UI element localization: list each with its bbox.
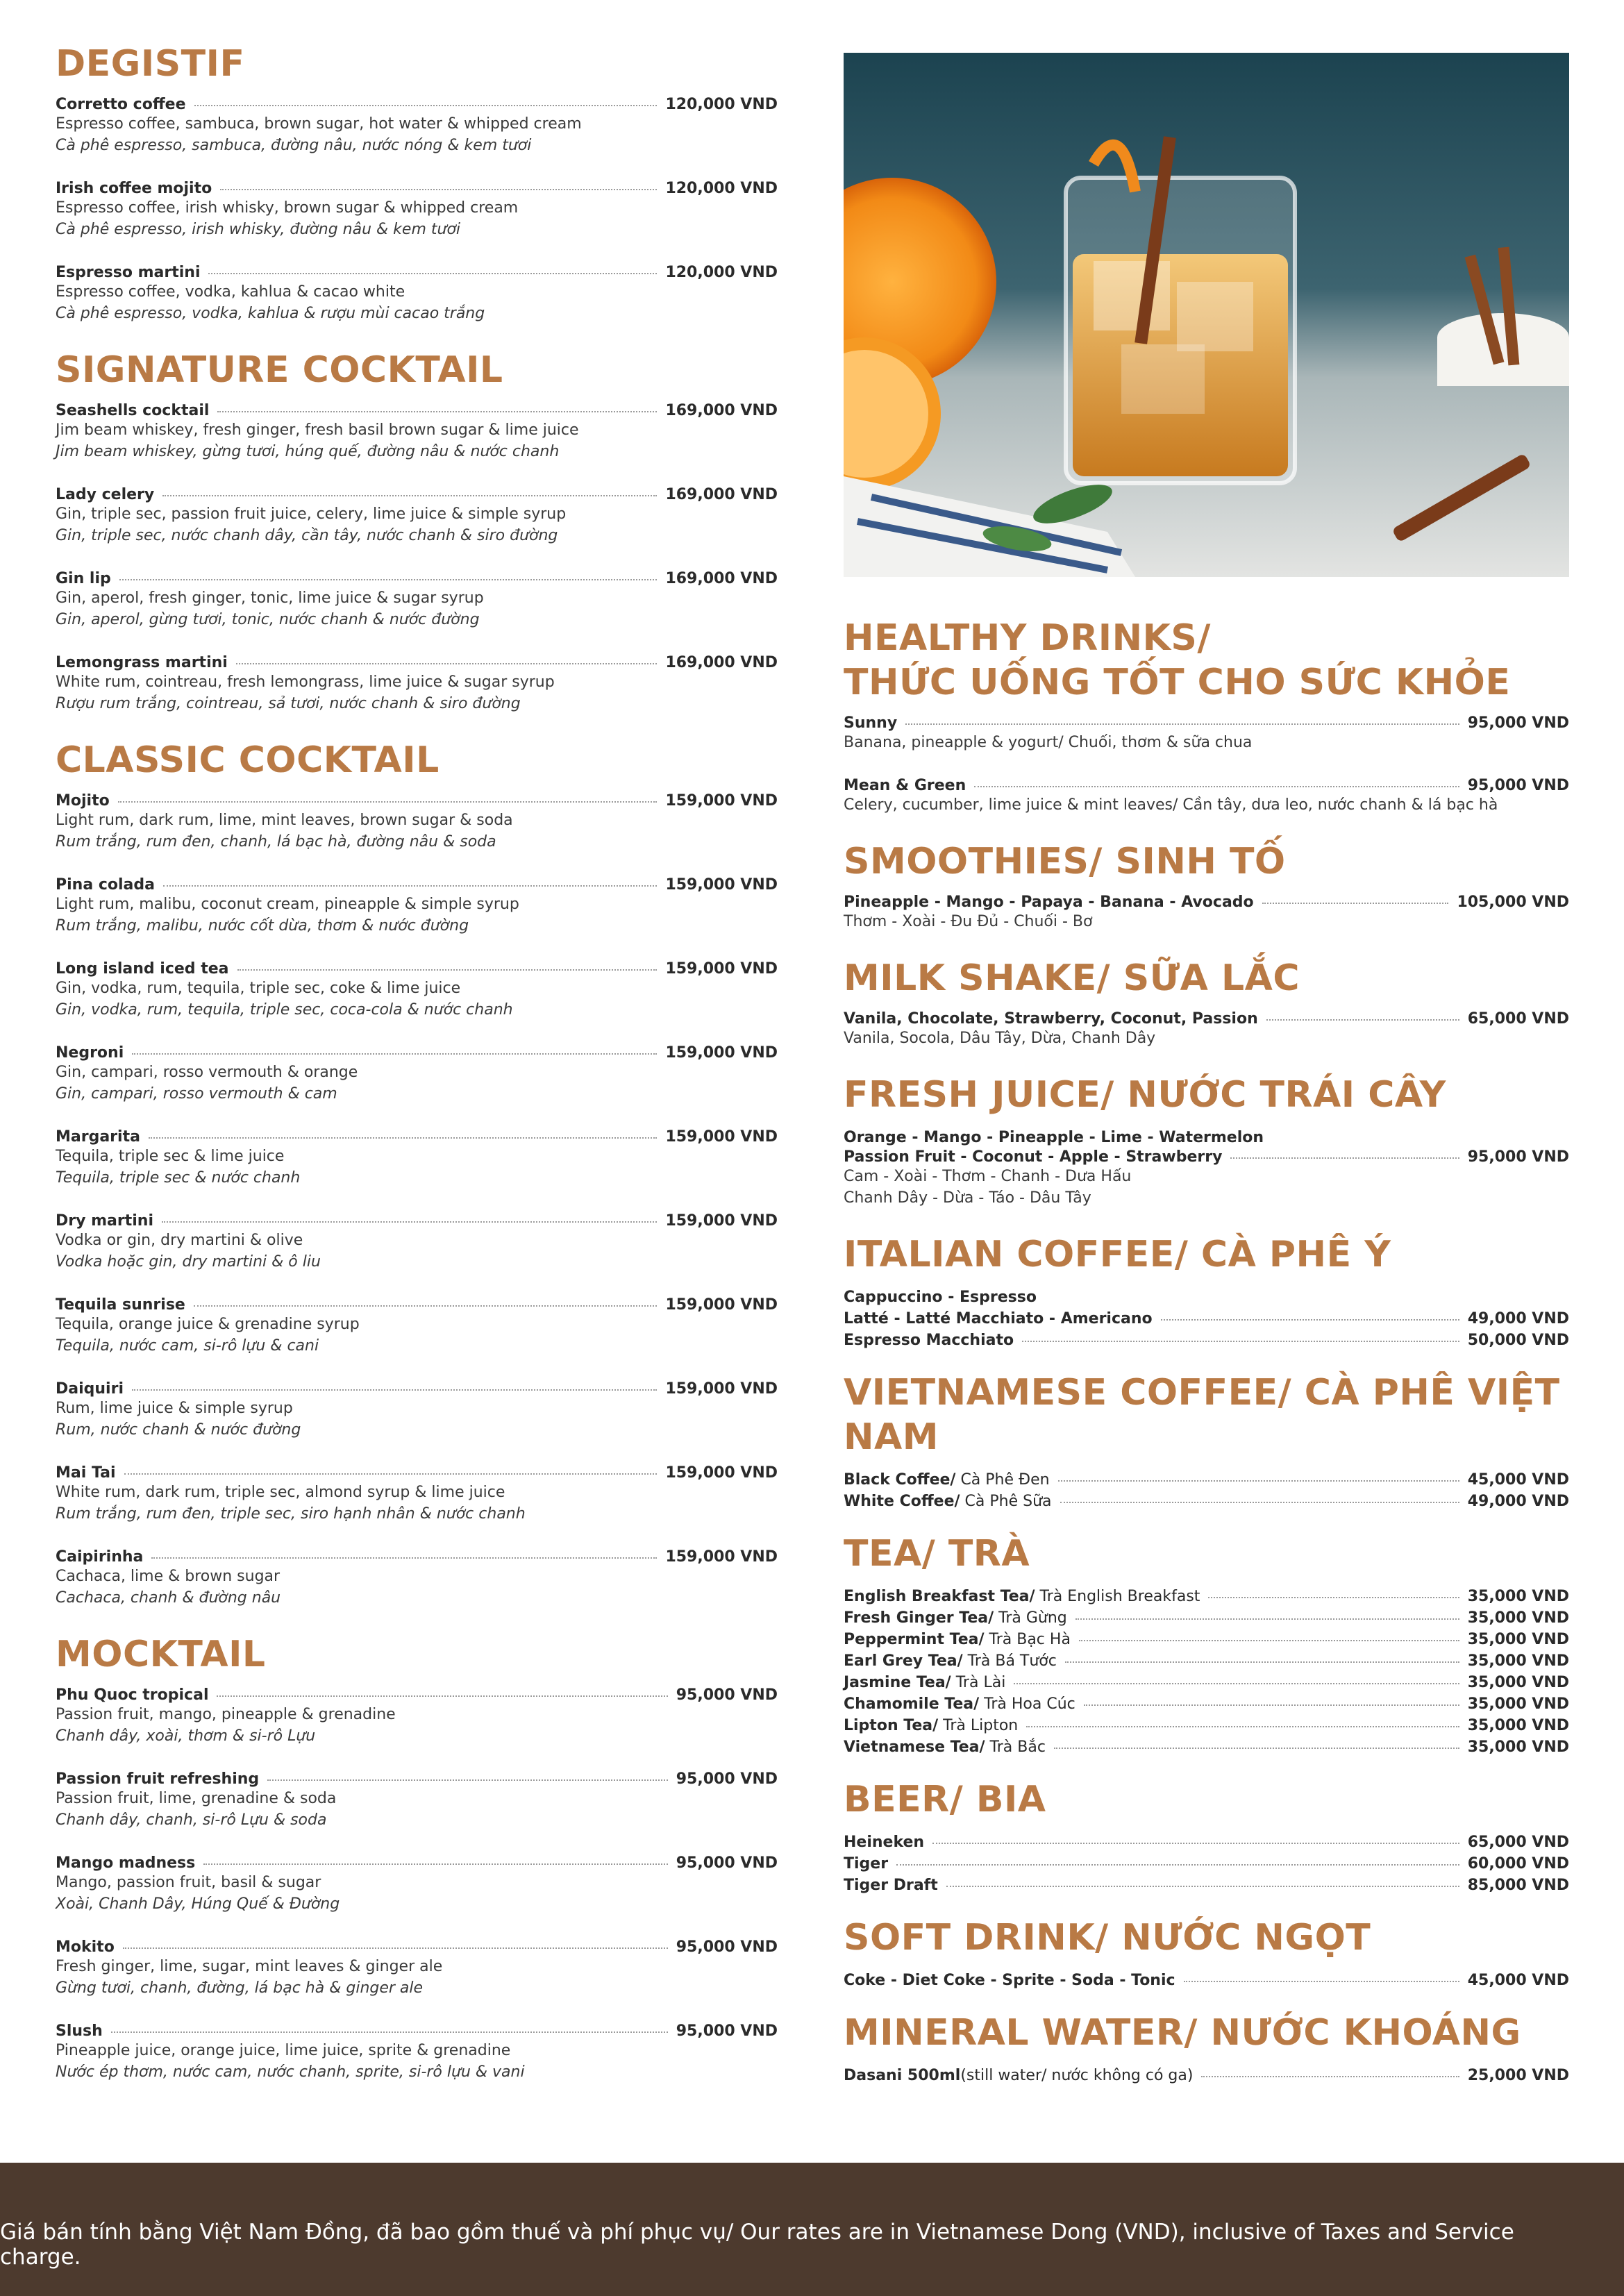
list-item: [844, 1693, 1569, 1715]
item-name: Tequila sunrise: [56, 1296, 185, 1314]
item-price: 49,000 VND: [1467, 1493, 1569, 1510]
cocktail-photo: [844, 53, 1569, 577]
menu-item: [56, 1212, 778, 1273]
item-desc-vn: Cachaca, chanh & đường nâu: [56, 1589, 281, 1607]
item-desc-vn: Xoài, Chanh Dây, Húng Quế & Đường: [56, 1895, 340, 1913]
item-name: English Breakfast Tea/: [844, 1588, 1035, 1605]
item-desc-vn: Rum trắng, rum đen, triple sec, siro hạnh nhân & nước chanh: [56, 1505, 526, 1523]
item-desc: Passion fruit, mango, pineapple & grenadine: [56, 1706, 396, 1723]
menu-list: [844, 1832, 1569, 1896]
section-title: BEER/ BIA: [844, 1779, 1046, 1820]
menu-item: [56, 486, 778, 546]
list-item: [844, 1491, 1569, 1512]
item-desc-vn: Rum trắng, malibu, nước cốt dừa, thơm & nước đường: [56, 917, 469, 935]
item-price: 95,000 VND: [676, 1770, 778, 1788]
item-desc: Vodka or gin, dry martini & olive: [56, 1232, 303, 1249]
section-milk-shake: [844, 956, 1569, 1049]
item-desc: Espresso coffee, vodka, kahlua & cacao white: [56, 283, 405, 301]
section-title: MINERAL WATER/ NƯỚC KHOÁNG: [844, 2012, 1521, 2054]
list-item: [844, 1586, 1569, 1607]
item-desc: Mango, passion fruit, basil & sugar: [56, 1874, 321, 1891]
menu-item: [56, 1938, 778, 1999]
section-title-line-1: HEALTHY DRINKS/: [844, 617, 1211, 659]
item-name: Mean & Green: [844, 777, 966, 794]
item-desc-vn: Jim beam whiskey, gừng tươi, húng quế, đường nâu & nước chanh: [56, 443, 560, 460]
section-title-line-2: THỨC UỐNG TỐT CHO SỨC KHỎE: [844, 662, 1511, 703]
item-desc: White rum, dark rum, triple sec, almond syrup & lime juice: [56, 1484, 505, 1501]
item-desc: Gin, aperol, fresh ginger, tonic, lime juice & sugar syrup: [56, 589, 484, 607]
item-price: 120,000 VND: [665, 180, 778, 197]
item-name: Espresso martini: [56, 264, 201, 281]
item-price: 159,000 VND: [665, 1296, 778, 1314]
item-name: Gin lip: [56, 570, 111, 587]
section-title: FRESH JUICE/ NƯỚC TRÁI CÂY: [844, 1074, 1446, 1116]
menu-item: [56, 1854, 778, 1915]
menu-item: [844, 714, 1569, 753]
menu-list: [844, 1586, 1569, 1758]
item-price: 35,000 VND: [1467, 1738, 1569, 1756]
item-desc: Espresso coffee, sambuca, brown sugar, hot water & whipped cream: [56, 115, 582, 133]
item-price: 105,000 VND: [1457, 894, 1569, 911]
item-price: 35,000 VND: [1467, 1674, 1569, 1691]
item-price: 169,000 VND: [665, 654, 778, 671]
item-price: 159,000 VND: [665, 1548, 778, 1566]
item-price: 65,000 VND: [1467, 1834, 1569, 1851]
list-item: [844, 1970, 1569, 1991]
item-name-vn: Trà Bạc Hà: [984, 1631, 1071, 1648]
item-desc-vn: Rượu rum trắng, cointreau, sả tươi, nước chanh & siro đường: [56, 695, 521, 712]
item-price: 45,000 VND: [1467, 1972, 1569, 1989]
item-price: 60,000 VND: [1467, 1855, 1569, 1872]
item-desc-vn: Cà phê espresso, sambuca, đường nâu, nước nóng & kem tươi: [56, 137, 532, 154]
list-item: [844, 1650, 1569, 1672]
section-mocktail: [56, 1632, 778, 2083]
item-name: Latté - Latté Macchiato - Americano: [844, 1310, 1153, 1327]
menu-item: [56, 1770, 778, 1831]
list-item: [844, 1853, 1569, 1875]
item-desc-vn: Chanh dây, xoài, thơm & si-rô Lựu: [56, 1727, 316, 1745]
item-name: Pineapple - Mango - Papaya - Banana - Avocado: [844, 894, 1254, 911]
item-price: 49,000 VND: [1467, 1310, 1569, 1327]
item-name: Slush: [56, 2022, 103, 2040]
menu-item: [56, 1548, 778, 1609]
item-price: 159,000 VND: [665, 1464, 778, 1482]
item-desc: Espresso coffee, irish whisky, brown sugar & whipped cream: [56, 199, 519, 217]
section-title: [844, 616, 1569, 705]
item-name: Caipirinha: [56, 1548, 144, 1566]
menu-item: [56, 1464, 778, 1525]
item-desc-vn: Cà phê espresso, vodka, kahlua & rượu mùi cacao trắng: [56, 305, 485, 322]
item-name: Negroni: [56, 1044, 124, 1062]
item-desc: Cachaca, lime & brown sugar: [56, 1568, 281, 1585]
menu-list: [844, 2065, 1569, 2086]
list-item: [844, 1832, 1569, 1853]
item-desc-vn: Rum, nước chanh & nước đường: [56, 1421, 301, 1439]
item-desc-vn: Gin, campari, rosso vermouth & cam: [56, 1085, 337, 1103]
menu-item: [56, 1044, 778, 1105]
item-price: 35,000 VND: [1467, 1695, 1569, 1713]
footer-bar: [0, 2163, 1624, 2296]
list-item: [844, 1629, 1569, 1650]
menu-item: [844, 1010, 1569, 1049]
section-title: ITALIAN COFFEE/ CÀ PHÊ Ý: [844, 1234, 1391, 1275]
list-item: [844, 1736, 1569, 1758]
item-price: 25,000 VND: [1467, 2067, 1569, 2084]
item-price: 50,000 VND: [1467, 1332, 1569, 1349]
item-desc: Gin, triple sec, passion fruit juice, celery, lime juice & simple syrup: [56, 505, 567, 523]
item-desc: Banana, pineapple & yogurt/ Chuối, thơm & sữa chua: [844, 734, 1253, 751]
item-name: Earl Grey Tea/: [844, 1652, 963, 1670]
item-name: Corretto coffee: [56, 96, 186, 113]
menu-item: [56, 402, 778, 462]
menu-item: [56, 654, 778, 714]
item-price: 85,000 VND: [1467, 1877, 1569, 1894]
item-desc-vn: Tequila, triple sec & nước chanh: [56, 1169, 301, 1187]
item-name: Fresh Ginger Tea/: [844, 1609, 994, 1627]
menu-item: [56, 264, 778, 324]
section-title: SMOOTHIES/ SINH TỐ: [844, 841, 1286, 882]
item-name: Phu Quoc tropical: [56, 1686, 209, 1704]
item-price: 35,000 VND: [1467, 1631, 1569, 1648]
item-price: 95,000 VND: [676, 2022, 778, 2040]
section-italian-coffee: [844, 1232, 1569, 1351]
item-desc: Cam - Xoài - Thơm - Chanh - Dưa Hấu: [844, 1168, 1132, 1185]
item-name-vn: Trà Lipton: [938, 1717, 1019, 1734]
item-price: 35,000 VND: [1467, 1609, 1569, 1627]
item-price: 120,000 VND: [665, 96, 778, 113]
item-name-vn: (still water/ nước không có ga): [960, 2067, 1194, 2084]
item-name: Passion fruit refreshing: [56, 1770, 260, 1788]
menu-item: [844, 894, 1569, 932]
menu-item: [844, 1127, 1569, 1209]
item-price: 95,000 VND: [676, 1938, 778, 1956]
item-price: 45,000 VND: [1467, 1471, 1569, 1489]
list-item: [844, 1672, 1569, 1693]
cocktail-glass-image: [844, 53, 1569, 577]
item-name: Jasmine Tea/: [844, 1674, 951, 1691]
item-desc: Tequila, orange juice & grenadine syrup: [56, 1316, 360, 1333]
item-price: 95,000 VND: [1467, 1148, 1569, 1166]
item-desc: Tequila, triple sec & lime juice: [56, 1148, 285, 1165]
item-name: Daiquiri: [56, 1380, 124, 1398]
item-desc-vn: Cà phê espresso, irish whisky, đường nâu & kem tươi: [56, 221, 461, 238]
item-name: Espresso Macchiato: [844, 1332, 1014, 1349]
footer-note: Giá bán tính bằng Việt Nam Đồng, đã bao gồm thuế và phí phục vụ/ Our rates are in Vietnamese Dong (VND), inclusive of Taxes and Service charge.: [0, 2220, 1514, 2270]
item-price: 169,000 VND: [665, 570, 778, 587]
item-desc: Light rum, malibu, coconut cream, pineapple & simple syrup: [56, 896, 519, 913]
item-name: Tiger Draft: [844, 1877, 938, 1894]
item-price: 159,000 VND: [665, 876, 778, 894]
item-desc: Light rum, dark rum, lime, mint leaves, brown sugar & soda: [56, 812, 513, 829]
section-fresh-juice: [844, 1073, 1569, 1209]
section-beer: [844, 1777, 1569, 1896]
item-price: 35,000 VND: [1467, 1717, 1569, 1734]
menu-item: [56, 2022, 778, 2083]
item-name-vn: Trà Lài: [951, 1674, 1006, 1691]
menu-item: [56, 1380, 778, 1441]
item-price: 159,000 VND: [665, 1212, 778, 1230]
menu-item: [56, 1296, 778, 1357]
section-vietnamese-coffee: [844, 1371, 1569, 1512]
item-price: 35,000 VND: [1467, 1652, 1569, 1670]
section-title: MOCKTAIL: [56, 1634, 266, 1675]
section-title: SIGNATURE COCKTAIL: [56, 349, 503, 391]
item-name-vn: Trà English Breakfast: [1035, 1588, 1200, 1605]
item-desc: White rum, cointreau, fresh lemongrass, lime juice & sugar syrup: [56, 673, 555, 691]
item-desc-vn: Chanh dây, chanh, si-rô Lựu & soda: [56, 1811, 327, 1829]
menu-item: [56, 180, 778, 240]
section-soft-drink: [844, 1916, 1569, 1991]
menu-item: [56, 1128, 778, 1189]
item-desc: Celery, cucumber, lime juice & mint leaves/ Cần tây, dưa leo, nước chanh & lá bạc hà: [844, 796, 1498, 814]
item-name: Passion Fruit - Coconut - Apple - Strawberry: [844, 1148, 1223, 1166]
item-name: Chamomile Tea/: [844, 1695, 980, 1713]
menu-item: [56, 1686, 778, 1747]
item-name: Mojito: [56, 792, 110, 810]
item-desc-vn: Rum trắng, rum đen, chanh, lá bạc hà, đường nâu & soda: [56, 833, 496, 850]
item-name: Black Coffee/: [844, 1471, 956, 1489]
item-name: Vanila, Chocolate, Strawberry, Coconut, Passion: [844, 1010, 1258, 1028]
menu-item: [56, 570, 778, 630]
section-title: VIETNAMESE COFFEE/ CÀ PHÊ VIỆT NAM: [844, 1372, 1560, 1458]
section-title: MILK SHAKE/ SỮA LẮC: [844, 957, 1300, 999]
item-name-vn: Trà Bắc: [985, 1738, 1046, 1756]
section-classic-cocktail: [56, 738, 778, 1609]
item-name: Dasani 500ml: [844, 2067, 961, 2084]
left-column: [56, 42, 778, 2106]
item-name-vn: Cà Phê Đen: [955, 1471, 1050, 1489]
item-name: Cappuccino - Espresso: [844, 1289, 1037, 1306]
item-name-vn: Trà Bá Tước: [962, 1652, 1057, 1670]
section-title: TEA/ TRÀ: [844, 1533, 1030, 1575]
item-desc: Rum, lime juice & simple syrup: [56, 1400, 293, 1417]
item-price: 35,000 VND: [1467, 1588, 1569, 1605]
section-degistif: [56, 42, 778, 324]
item-name: Heineken: [844, 1834, 925, 1851]
item-name-vn: Trà Gừng: [994, 1609, 1067, 1627]
menu-item: [56, 96, 778, 156]
item-name: Peppermint Tea/: [844, 1631, 985, 1648]
item-desc-vn: Vodka hoặc gin, dry martini & ô liu: [56, 1253, 321, 1271]
item-desc: Gin, campari, rosso vermouth & orange: [56, 1064, 358, 1081]
item-price: 159,000 VND: [665, 1044, 778, 1062]
item-price: 159,000 VND: [665, 792, 778, 810]
item-name: Margarita: [56, 1128, 140, 1146]
item-name-vn: Trà Hoa Cúc: [979, 1695, 1075, 1713]
menu-item: [844, 1287, 1569, 1351]
section-signature-cocktail: [56, 348, 778, 714]
item-price: 120,000 VND: [665, 264, 778, 281]
item-name: Sunny: [844, 714, 898, 732]
menu-list: [844, 1469, 1569, 1512]
item-desc-vn: Gin, triple sec, nước chanh dây, cần tây, nước chanh & siro đường: [56, 527, 558, 544]
item-name: Mokito: [56, 1938, 115, 1956]
list-item: [844, 1875, 1569, 1896]
item-desc: Vanila, Socola, Dâu Tây, Dừa, Chanh Dây: [844, 1030, 1156, 1047]
item-desc: Thơm - Xoài - Đu Đủ - Chuối - Bơ: [844, 913, 1093, 930]
item-name: Dry martini: [56, 1212, 153, 1230]
section-smoothies: [844, 839, 1569, 932]
item-price: 159,000 VND: [665, 960, 778, 978]
item-price: 95,000 VND: [676, 1686, 778, 1704]
right-column: [844, 53, 1569, 2106]
list-item: [844, 2065, 1569, 2086]
item-desc-vn: Gin, aperol, gừng tươi, tonic, nước chanh & nước đường: [56, 611, 480, 628]
item-name: Vietnamese Tea/: [844, 1738, 985, 1756]
item-name: Mango madness: [56, 1854, 196, 1872]
item-desc-vn: Nước ép thơm, nước cam, nước chanh, sprite, si-rô lựu & vani: [56, 2063, 525, 2081]
menu-item: [56, 876, 778, 937]
item-desc-vn: Gin, vodka, rum, tequila, triple sec, coca-cola & nước chanh: [56, 1001, 513, 1019]
item-price: 159,000 VND: [665, 1380, 778, 1398]
item-name-vn: Cà Phê Sữa: [960, 1493, 1052, 1510]
section-title: DEGISTIF: [56, 43, 245, 85]
item-name: Pina colada: [56, 876, 155, 894]
item-name: Lady celery: [56, 486, 155, 503]
item-price: 65,000 VND: [1467, 1010, 1569, 1028]
list-item: [844, 1469, 1569, 1491]
item-name: Mai Tai: [56, 1464, 116, 1482]
item-name: Lemongrass martini: [56, 654, 228, 671]
item-name: Tiger: [844, 1855, 889, 1872]
section-title: SOFT DRINK/ NƯỚC NGỌT: [844, 1917, 1371, 1959]
item-price: 169,000 VND: [665, 402, 778, 419]
menu-item: [844, 777, 1569, 816]
section-tea: [844, 1532, 1569, 1758]
item-desc: Fresh ginger, lime, sugar, mint leaves & ginger ale: [56, 1958, 443, 1975]
menu-item: [56, 960, 778, 1021]
menu-list: [844, 1970, 1569, 1991]
item-price: 95,000 VND: [1467, 714, 1569, 732]
item-desc: Gin, vodka, rum, tequila, triple sec, coke & lime juice: [56, 980, 461, 997]
item-price: 95,000 VND: [1467, 777, 1569, 794]
item-desc: Passion fruit, lime, grenadine & soda: [56, 1790, 337, 1807]
item-desc: Pineapple juice, orange juice, lime juice, sprite & grenadine: [56, 2042, 511, 2059]
item-name: Seashells cocktail: [56, 402, 210, 419]
item-price: 159,000 VND: [665, 1128, 778, 1146]
item-name: Long island iced tea: [56, 960, 229, 978]
item-name: Lipton Tea/: [844, 1717, 939, 1734]
section-mineral-water: [844, 2011, 1569, 2086]
list-item: [844, 1607, 1569, 1629]
list-item: [844, 1715, 1569, 1736]
section-healthy-drinks: [844, 616, 1569, 816]
item-name: White Coffee/: [844, 1493, 960, 1510]
item-name: Coke - Diet Coke - Sprite - Soda - Tonic: [844, 1972, 1175, 1989]
item-name: Irish coffee mojito: [56, 180, 212, 197]
item-price: 169,000 VND: [665, 486, 778, 503]
item-desc-vn: Tequila, nước cam, si-rô lựu & cani: [56, 1337, 319, 1355]
item-desc: Chanh Dây - Dừa - Táo - Dâu Tây: [844, 1189, 1091, 1207]
section-title: CLASSIC COCKTAIL: [56, 739, 440, 781]
item-price: 95,000 VND: [676, 1854, 778, 1872]
item-desc-vn: Gừng tươi, chanh, đường, lá bạc hà & ginger ale: [56, 1979, 424, 1997]
item-name: Orange - Mango - Pineapple - Lime - Watermelon: [844, 1129, 1264, 1146]
item-desc: Jim beam whiskey, fresh ginger, fresh basil brown sugar & lime juice: [56, 421, 579, 439]
menu-item: [56, 792, 778, 853]
